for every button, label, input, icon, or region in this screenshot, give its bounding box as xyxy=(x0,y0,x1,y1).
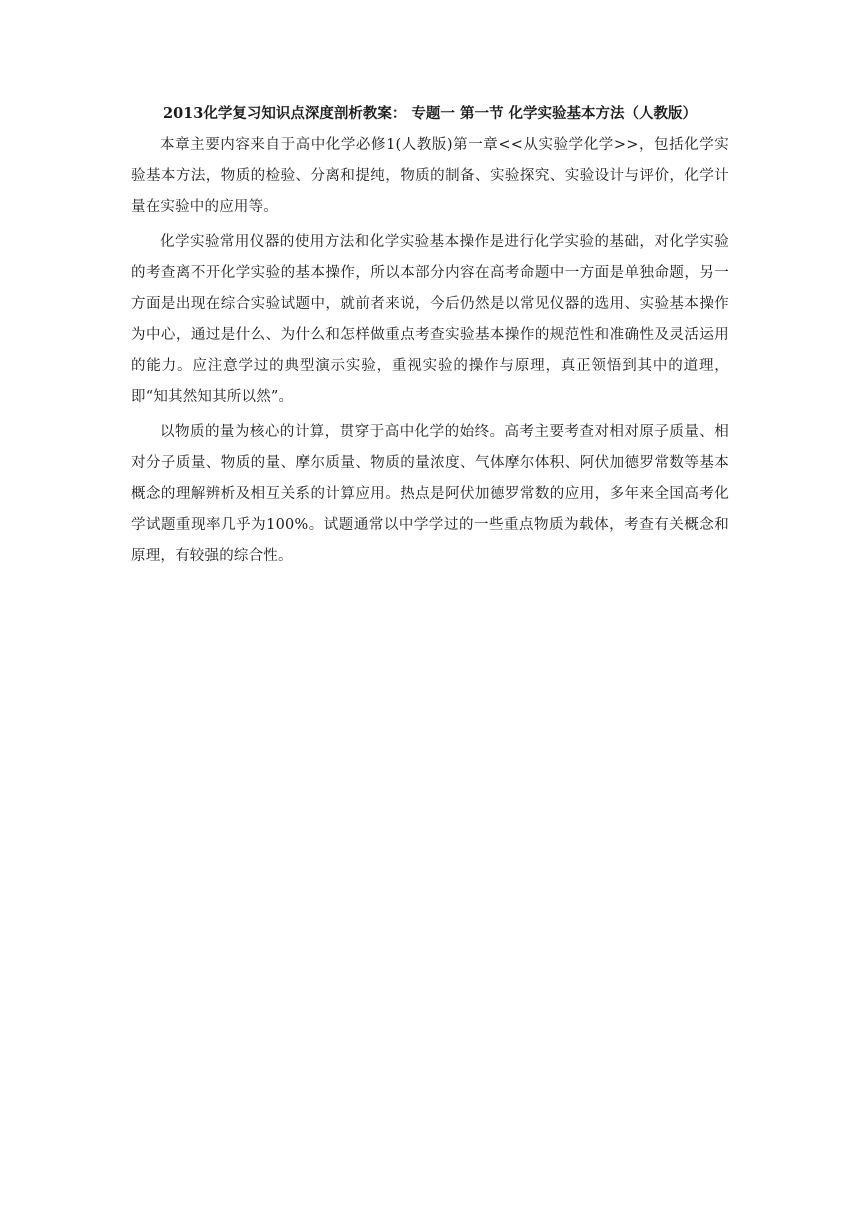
paragraph-chapter-overview: 本章主要内容来自于高中化学必修1(人教版)第一章<<从实验学化学>>，包括化学实验基本方法，物质的检验、分离和提纯，物质的制备、实验探究、实验设计与评价，化学计量在实验中的应用等。 xyxy=(131,137,729,215)
paragraph-experiment-basics: 化学实验常用仪器的使用方法和化学实验基本操作是进行化学实验的基础，对化学实验的考查离不开化学实验的基本操作，所以本部分内容在高考命题中一方面是单独命题，另一方面是出现在综合实验试题中，就前者来说，今后仍然是以常见仪器的选用、实验基本操作为中心，通过是什么、为什么和怎样做重点考查实验基本操作的规范性和准确性及灵活运用的能力。应注意学过的典型演示实验，重视实验的操作与原理，真正领悟到其中的道理，即“知其然知其所以然”。 xyxy=(131,234,729,405)
paragraph-mole-calculation: 以物质的量为核心的计算，贯穿于高中化学的始终。高考主要考查对相对原子质量、相对分子质量、物质的量、摩尔质量、物质的量浓度、气体摩尔体积、阿伏加德罗常数等基本概念的理解辨析及相互关系的计算应用。热点是阿伏加德罗常数的应用，多年来全国高考化学试题重现率几乎为100%。试题通常以中学学过的一些重点物质为载体，考查有关概念和原理，有较强的综合性。 xyxy=(131,424,729,564)
document-title: 2013化学复习知识点深度剖析教案： 专题一 第一节 化学实验基本方法（人教版） xyxy=(163,105,697,122)
document-body xyxy=(131,104,729,576)
